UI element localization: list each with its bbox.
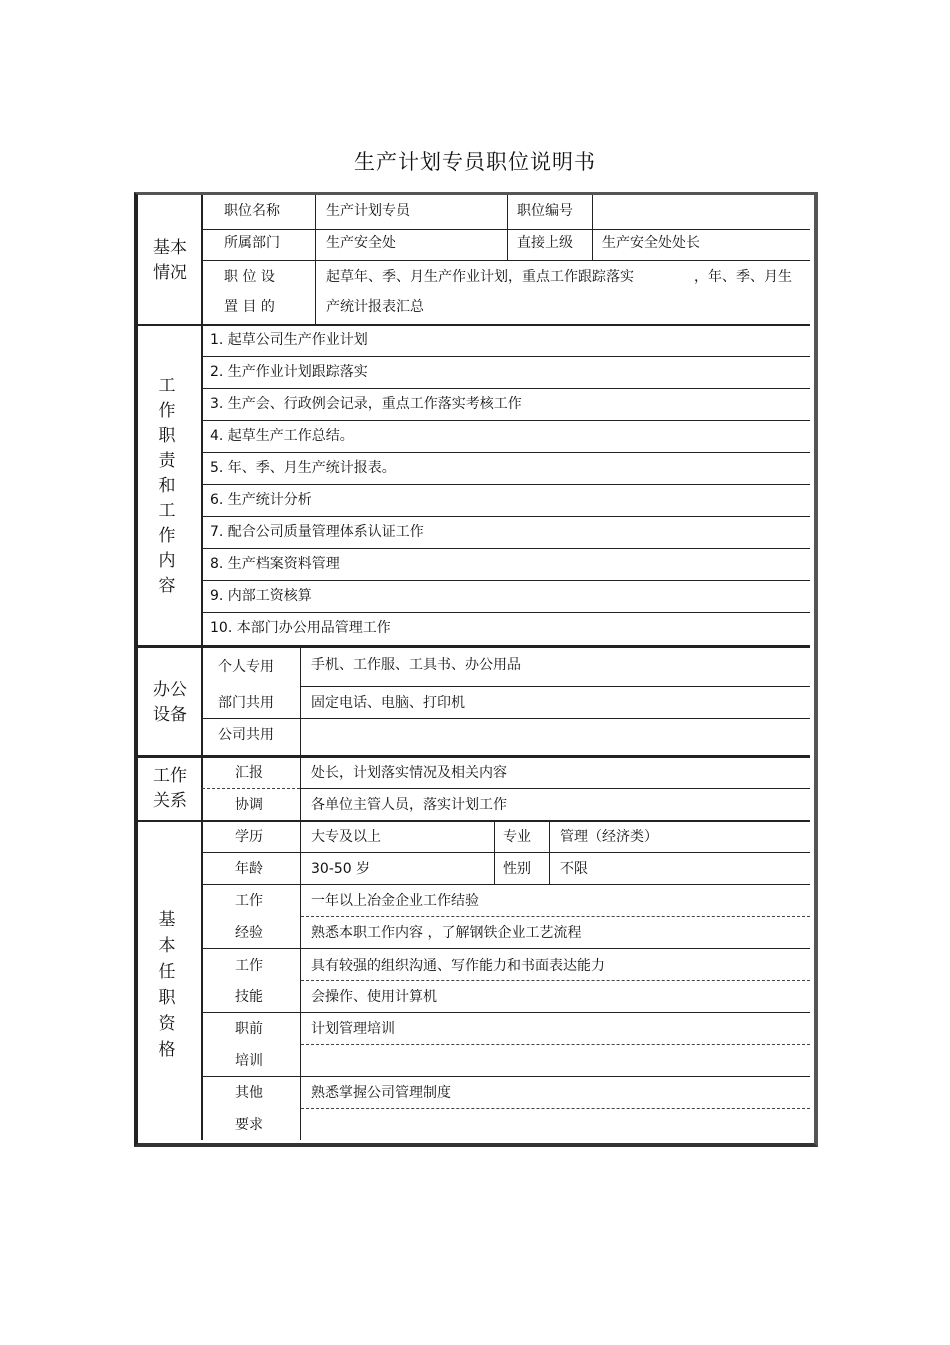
experience-value-1: 一年以上冶金企业工作结验 [311, 893, 479, 909]
superior-label: 直接上级 [517, 235, 573, 251]
skill-value-2: 会操作、使用计算机 [311, 989, 437, 1005]
duty-item: 4. 起草生产工作总结。 [210, 428, 354, 444]
duty-item: 7. 配合公司质量管理体系认证工作 [210, 524, 424, 540]
purpose-text-line-2: 产统计报表汇总 [326, 299, 424, 315]
skill-label-line-2: 技能 [235, 989, 263, 1005]
education-value: 大专及以上 [311, 829, 381, 845]
equipment-company-label: 公司共用 [218, 727, 274, 743]
gender-value: 不限 [560, 861, 588, 877]
section-label-relations: 工作 关系 [153, 766, 187, 811]
department-value: 生产安全处 [326, 235, 396, 251]
equipment-personal-label: 个人专用 [218, 659, 274, 675]
training-label-line-1: 职前 [235, 1021, 263, 1037]
skill-label-line-1: 工作 [235, 958, 263, 974]
other-value-1: 熟悉掌握公司管理制度 [311, 1085, 451, 1101]
equipment-department-value: 固定电话、电脑、打印机 [311, 695, 465, 711]
age-value: 30-50 岁 [311, 861, 371, 877]
skill-value-1: 具有较强的组织沟通、写作能力和书面表达能力 [311, 958, 605, 974]
section-label-equipment: 办公 设备 [153, 680, 187, 725]
purpose-text-line-1-end: ，年、季、月生 [694, 269, 792, 285]
other-label-line-1: 其他 [235, 1085, 263, 1101]
experience-label-line-1: 工作 [235, 893, 263, 909]
equipment-personal-value: 手机、工作服、工具书、办公用品 [311, 657, 521, 673]
training-label-line-2: 培训 [235, 1053, 263, 1069]
experience-value-2: 熟悉本职工作内容 ，了解钢铁企业工艺流程 [311, 925, 582, 941]
relation-report-label: 汇报 [235, 765, 263, 781]
purpose-label-line-2: 置 目 的 [224, 299, 275, 315]
duty-item: 8. 生产档案资料管理 [210, 556, 340, 572]
education-label: 学历 [235, 829, 263, 845]
document-title: 生产计划专员职位说明书 [354, 150, 596, 174]
major-label: 专业 [503, 829, 531, 845]
relation-coordinate-label: 协调 [235, 797, 263, 813]
purpose-label-line-1: 职 位 设 [224, 269, 275, 285]
duty-item: 2. 生产作业计划跟踪落实 [210, 364, 368, 380]
duty-item: 1. 起草公司生产作业计划 [210, 332, 368, 348]
duty-item: 10. 本部门办公用品管理工作 [210, 620, 391, 636]
section-label-duties: 工作职责和工作内容 [158, 376, 176, 596]
duty-item: 6. 生产统计分析 [210, 492, 312, 508]
position-name-value: 生产计划专员 [326, 203, 410, 219]
experience-label-line-2: 经验 [235, 925, 263, 941]
purpose-text-line-1: 起草年、季、月生产作业计划，重点工作跟踪落实 [326, 269, 634, 285]
duty-item: 3. 生产会、行政例会记录，重点工作落实考核工作 [210, 396, 522, 412]
department-label: 所属部门 [224, 235, 280, 251]
duty-item: 5. 年、季、月生产统计报表。 [210, 460, 396, 476]
duty-item: 9. 内部工资核算 [210, 588, 312, 604]
section-label-qualifications: 基本任职资格 [158, 910, 176, 1060]
relation-coordinate-value: 各单位主管人员，落实计划工作 [311, 797, 507, 813]
position-name-label: 职位名称 [224, 203, 280, 219]
position-code-label: 职位编号 [517, 203, 573, 219]
training-value-1: 计划管理培训 [311, 1021, 395, 1037]
other-label-line-2: 要求 [235, 1117, 263, 1133]
relation-report-value: 处长，计划落实情况及相关内容 [311, 765, 507, 781]
age-label: 年龄 [235, 861, 263, 877]
superior-value: 生产安全处处长 [602, 235, 700, 251]
section-label-basic-info: 基本 情况 [153, 238, 187, 283]
gender-label: 性别 [503, 861, 531, 877]
major-value: 管理（经济类） [560, 829, 658, 845]
equipment-department-label: 部门共用 [218, 695, 274, 711]
